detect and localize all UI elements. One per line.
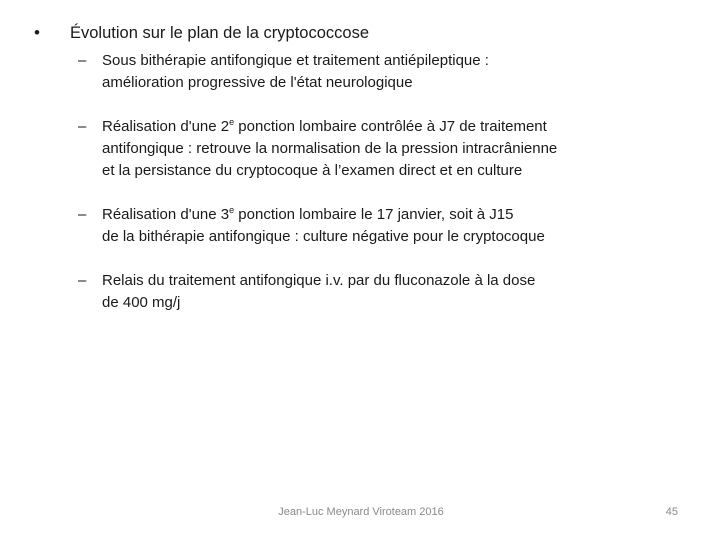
superscript: e xyxy=(229,117,235,127)
sub-bullet-item xyxy=(78,116,698,182)
sub-bullet-item xyxy=(78,204,698,248)
sub-bullet-text xyxy=(102,204,698,248)
sub-bullet-text xyxy=(102,270,698,314)
text-line: Relais du traitement antifongique i.v. par du fluconazole à la dose xyxy=(102,272,536,289)
bullet-title: Évolution sur le plan de la cryptococcose xyxy=(70,24,369,42)
bullet-icon: • xyxy=(34,23,40,42)
superscript: e xyxy=(229,205,235,215)
sub-bullet-item xyxy=(78,270,698,314)
page-number: 45 xyxy=(665,506,678,518)
dash-icon: – xyxy=(78,118,87,135)
text-fragment: ponction lombaire le 17 janvier, soit à J15 xyxy=(234,206,514,223)
text-line: Sous bithérapie antifongique et traitement antiépileptique : xyxy=(102,52,489,69)
text-line: amélioration progressive de l'état neurologique xyxy=(102,74,413,91)
text-line: de 400 mg/j xyxy=(102,294,181,311)
text-line: antifongique : retrouve la normalisation de la pression intracrânienne xyxy=(102,140,558,157)
text-line xyxy=(102,204,698,226)
text-fragment: Réalisation d'une 3 xyxy=(102,206,230,223)
dash-icon: – xyxy=(78,272,87,289)
sub-bullet-item xyxy=(78,50,698,94)
text-line: de la bithérapie antifongique : culture négative pour le cryptocoque xyxy=(102,228,545,245)
sub-bullet-text xyxy=(102,116,698,182)
dash-icon: – xyxy=(78,52,87,69)
text-line xyxy=(102,116,698,138)
text-fragment: ponction lombaire contrôlée à J7 de traitement xyxy=(234,118,547,135)
footer xyxy=(0,506,720,524)
dash-icon: – xyxy=(78,206,87,223)
text-line: et la persistance du cryptocoque à l’examen direct et en culture xyxy=(102,162,523,179)
main-bullet xyxy=(34,22,694,44)
sub-bullet-list xyxy=(78,50,698,314)
text-fragment: Réalisation d'une 2 xyxy=(102,118,230,135)
sub-bullet-text xyxy=(102,50,698,94)
footer-author: Jean-Luc Meynard Viroteam 2016 xyxy=(278,506,444,518)
